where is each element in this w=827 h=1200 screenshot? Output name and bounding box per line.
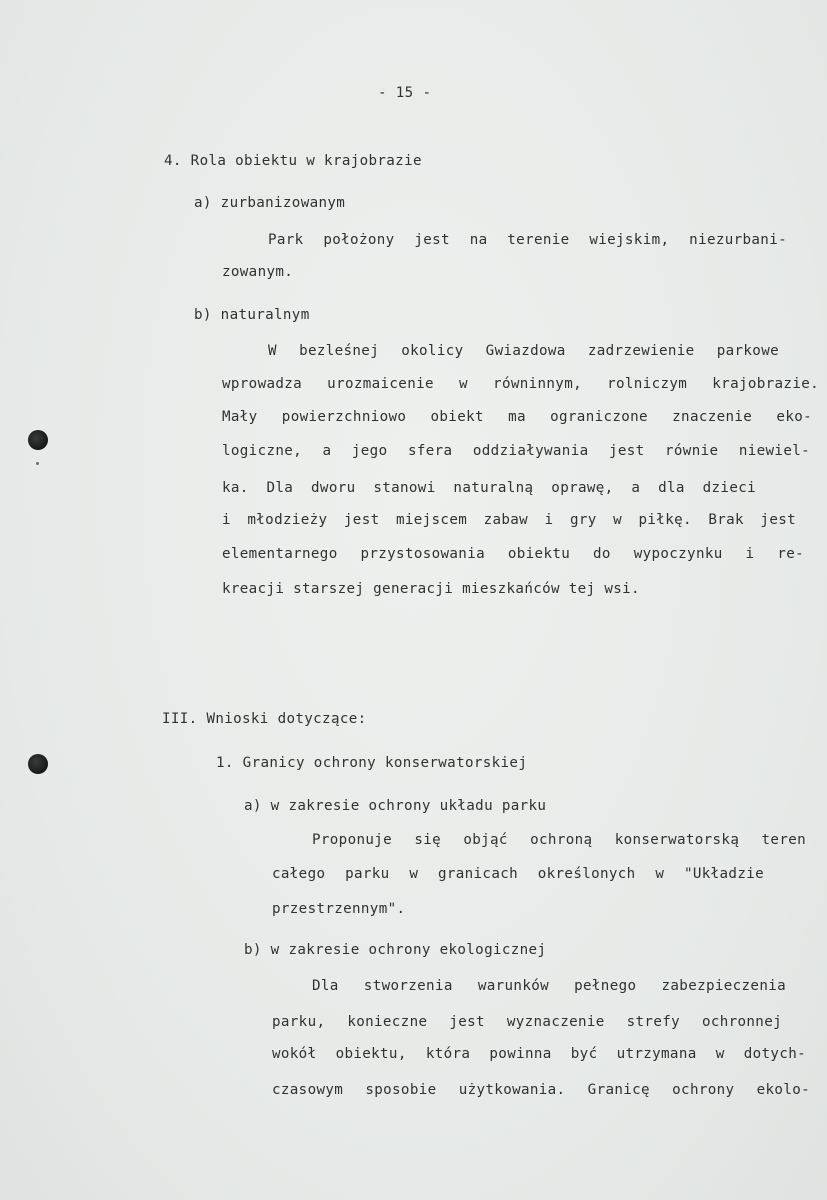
item-1-heading: 1. Granicy ochrony konserwatorskiej	[216, 755, 528, 771]
paragraph-line: ka. Dla dworu stanowi naturalną oprawę, a dla dzieci	[222, 480, 756, 496]
section-4-heading: 4. Rola obiektu w krajobrazie	[164, 153, 422, 169]
subsection-b-label: b) naturalnym	[194, 307, 310, 323]
paragraph-line: Park położony jest na terenie wiejskim, niezurbani-	[268, 232, 787, 248]
paper-speck	[36, 462, 39, 465]
paragraph-line: i młodzieży jest miejscem zabaw i gry w piłkę. Brak jest	[222, 512, 796, 528]
paragraph-line: Mały powierzchniowo obiekt ma ograniczone znaczenie eko-	[222, 409, 812, 425]
paragraph-line: Dla stworzenia warunków pełnego zabezpieczenia	[312, 978, 786, 994]
paragraph-line: parku, konieczne jest wyznaczenie strefy ochronnej	[272, 1014, 782, 1030]
section-3-heading: III. Wnioski dotyczące:	[162, 711, 367, 727]
paragraph-line: zowanym.	[222, 264, 294, 280]
paragraph-line: W bezleśnej okolicy Gwiazdowa zadrzewienie parkowe	[268, 343, 779, 359]
paragraph-line: logiczne, a jego sfera oddziaływania jest równie niewiel-	[222, 443, 810, 459]
punch-hole-top	[28, 430, 48, 450]
subsection-a-label: a) w zakresie ochrony układu parku	[244, 798, 547, 814]
paragraph-line: całego parku w granicach określonych w "Układzie	[272, 866, 764, 882]
paragraph-line: kreacji starszej generacji mieszkańców tej wsi.	[222, 581, 640, 597]
paragraph-line: czasowym sposobie użytkowania. Granicę ochrony ekolo-	[272, 1082, 810, 1098]
paragraph-line: wokół obiektu, która powinna być utrzymana w dotych-	[272, 1046, 806, 1062]
paragraph-line: przestrzennym".	[272, 901, 406, 917]
paragraph-line: wprowadza urozmaicenie w równinnym, rolniczym krajobrazie.	[222, 376, 819, 392]
subsection-a-label: a) zurbanizowanym	[194, 195, 346, 211]
punch-hole-bottom	[28, 754, 48, 774]
paragraph-line: elementarnego przystosowania obiektu do wypoczynku i re-	[222, 546, 804, 562]
page-number: - 15 -	[378, 85, 432, 101]
subsection-b-label: b) w zakresie ochrony ekologicznej	[244, 942, 547, 958]
paragraph-line: Proponuje się objąć ochroną konserwatorską teren	[312, 832, 806, 848]
